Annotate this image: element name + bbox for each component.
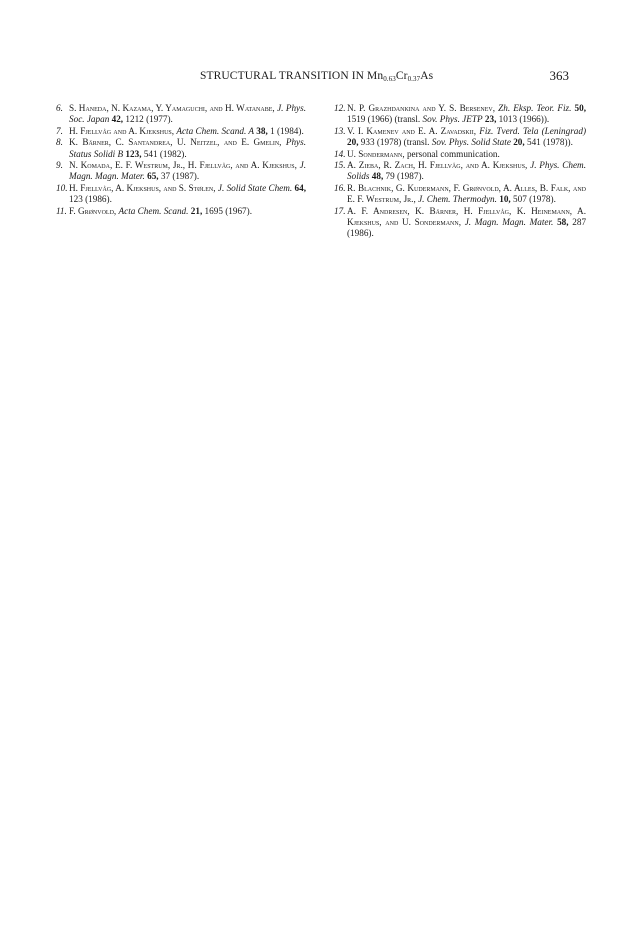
reference-authors: A. Zieba, R. Zach, H. Fjellvåg, and A. Kjekshus,: [347, 160, 528, 171]
reference-column-right: [334, 103, 586, 240]
reference-column-left: [56, 103, 306, 240]
reference-volume: 123,: [125, 148, 142, 159]
running-title: [200, 70, 433, 83]
reference-journal: Fiz. Tverd. Tela (Leningrad): [479, 125, 587, 136]
reference-pages-year: 1 (1984).: [270, 125, 304, 136]
reference-item: [334, 183, 586, 206]
reference-journal: J. Magn. Magn. Mater.: [464, 217, 554, 228]
reference-authors: S. Haneda, N. Kazama, Y. Yamaguchi, and H. Watanabe,: [69, 103, 275, 113]
reference-pages-year: 123 (1986).: [69, 194, 112, 205]
reference-text: [347, 206, 586, 240]
reference-text: [347, 103, 586, 126]
reference-item: [56, 206, 306, 217]
reference-volume: 20,: [347, 137, 359, 148]
reference-text: [347, 160, 586, 183]
reference-number: 8.: [56, 137, 63, 148]
reference-authors: K. Bärner, C. Santandrea, U. Neitzel, and E. Gmelin,: [69, 137, 282, 148]
reference-journal: Acta Chem. Scand. A: [176, 125, 254, 136]
reference-list: [56, 103, 586, 240]
reference-pages-year: 1519 (1966) (transl.: [347, 114, 421, 125]
reference-item: [56, 183, 306, 206]
reference-volume: 64,: [294, 182, 307, 193]
reference-volume: 10,: [499, 194, 511, 205]
reference-note: personal communication.: [406, 148, 500, 159]
reference-item: [56, 137, 306, 160]
reference-pages-year: 1695 (1967).: [204, 205, 252, 216]
reference-text: [347, 149, 586, 160]
reference-translated-pages: 541 (1978)).: [526, 137, 573, 148]
reference-pages-year: 1212 (1977).: [125, 114, 173, 125]
reference-text: [347, 183, 586, 206]
reference-number: 10.: [56, 182, 68, 193]
title-suffix: As: [420, 70, 434, 82]
reference-item: [334, 103, 586, 126]
reference-item: [56, 103, 306, 126]
reference-journal: Acta Chem. Scand.: [118, 205, 189, 216]
reference-journal: Phys. Status Solidi B: [69, 137, 306, 159]
mn-subscript: 0.63: [383, 75, 396, 83]
reference-journal: J. Phys. Soc. Japan: [69, 103, 307, 125]
cr-subscript: 0.37: [407, 75, 421, 83]
reference-pages-year: 507 (1978).: [513, 194, 556, 205]
reference-text: [69, 126, 306, 137]
reference-number: 7.: [56, 125, 63, 136]
reference-pages-year: 541 (1982).: [143, 148, 187, 159]
reference-number: 14.: [334, 148, 346, 159]
reference-authors: H. Fjellvåg and A. Kjekshus,: [69, 125, 175, 136]
reference-volume: 38,: [256, 125, 268, 136]
reference-text: [69, 137, 306, 160]
reference-translated-journal: Sov. Phys. Solid State: [431, 137, 511, 148]
reference-number: 11.: [56, 205, 67, 216]
reference-pages-year: 37 (1987).: [160, 171, 200, 182]
reference-pages-year: 287 (1986).: [347, 217, 587, 239]
reference-volume: 58,: [557, 217, 569, 228]
reference-text: [69, 206, 306, 217]
reference-text: [69, 183, 306, 206]
reference-translated-volume: 23,: [484, 114, 497, 125]
cr-symbol: Cr: [395, 70, 408, 82]
reference-number: 16.: [334, 182, 346, 193]
reference-item: [56, 160, 306, 183]
reference-item: [334, 160, 586, 183]
reference-authors: A. F. Andresen, K. Bärner, H. Fjellvåg, K. Heinemann, A. Kjekshus, and U. Sondermann,: [347, 205, 586, 228]
page-number: 363: [549, 68, 569, 83]
reference-item: [334, 206, 586, 240]
reference-volume: 48,: [371, 171, 384, 182]
reference-text: [69, 103, 306, 126]
reference-item: [334, 126, 586, 149]
reference-authors: F. Grønvold,: [69, 205, 117, 216]
reference-volume: 42,: [111, 114, 124, 125]
reference-translated-pages: 1013 (1966)).: [498, 114, 550, 125]
reference-pages-year: 933 (1978) (transl.: [360, 137, 430, 148]
reference-journal: J. Phys. Chem. Solids: [347, 160, 586, 182]
reference-journal: J. Solid State Chem.: [217, 182, 293, 193]
running-header: [0, 70, 623, 86]
reference-authors: U. Sondermann,: [347, 148, 405, 159]
reference-translated-volume: 20,: [513, 137, 525, 148]
reference-number: 9.: [56, 160, 63, 171]
reference-text: [69, 160, 306, 183]
reference-text: [347, 126, 586, 149]
reference-journal: J. Chem. Thermodyn.: [418, 194, 497, 205]
reference-number: 17.: [334, 205, 346, 216]
reference-authors: V. I. Kamenev and E. A. Zavadskii,: [347, 125, 477, 136]
reference-number: 13.: [334, 125, 346, 136]
reference-authors: N. Komada, E. F. Westrum, Jr., H. Fjellvåg, and A. Kjekshus,: [69, 160, 297, 171]
reference-item: [56, 126, 306, 137]
reference-number: 12.: [334, 103, 346, 113]
reference-authors: H. Fjellvåg, A. Kjekshus, and S. Stølen,: [69, 182, 216, 193]
reference-number: 15.: [334, 160, 346, 171]
reference-authors: N. P. Grazhdankina and Y. S. Bersenev,: [347, 103, 496, 113]
title-prefix: STRUCTURAL TRANSITION IN Mn: [200, 70, 384, 82]
reference-pages-year: 79 (1987).: [385, 171, 424, 182]
reference-authors: R. Blachnik, G. Kudermann, F. Grønvold, A. Alles, B. Falk, and E. F. Westrum, Jr.,: [347, 182, 586, 205]
reference-translated-journal: Sov. Phys. JETP: [422, 114, 483, 125]
reference-journal: Zh. Eksp. Teor. Fiz.: [498, 103, 572, 113]
reference-volume: 65,: [147, 171, 159, 182]
reference-volume: 50,: [574, 103, 587, 113]
reference-volume: 21,: [190, 205, 203, 216]
reference-item: [334, 149, 586, 160]
reference-journal: J. Magn. Magn. Mater.: [69, 160, 306, 182]
reference-number: 6.: [56, 103, 63, 113]
